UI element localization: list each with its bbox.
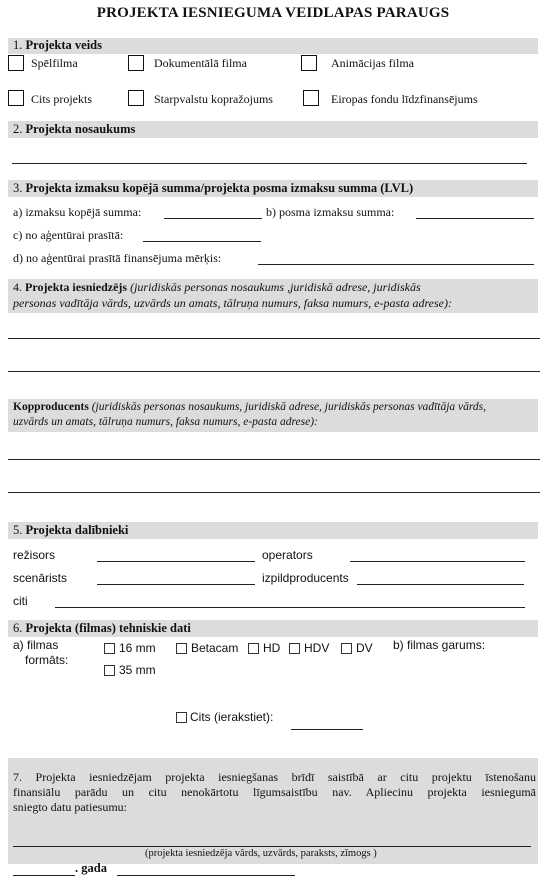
checkbox-starpvalstu-koprazojums[interactable] [128, 90, 144, 106]
option-animacijas-filma: Animācijas filma [331, 56, 414, 70]
label-rezisors: režisors [13, 548, 56, 562]
checkbox-cits[interactable] [176, 712, 187, 723]
year-field[interactable] [13, 875, 75, 876]
checkbox-betacam[interactable] [176, 643, 187, 654]
date-field[interactable] [117, 875, 295, 876]
option-dokumentala-filma: Dokumentālā filma [154, 56, 247, 70]
section-5-label: 5. Projekta dalībnieki [13, 523, 129, 537]
label-scenarists: scenārists [13, 571, 68, 585]
project-name-field[interactable] [12, 163, 527, 164]
label-izpildproducents: izpildproducents [262, 571, 349, 585]
signature-line[interactable] [13, 846, 531, 847]
coproducer-line-1[interactable] [8, 459, 540, 460]
label-cits-ierakstiet: Cits (ierakstiet): [190, 710, 274, 724]
label-no-agenturai: c) no aģentūrai prasītā: [13, 228, 124, 242]
section-6-label: 6. Projekta (filmas) tehniskie dati [13, 621, 191, 635]
coproducer-note: uzvārds un amats, tālruņa numurs, faksa numurs, e-pasta adrese): [13, 416, 318, 428]
section-4-note: personas vadītāja vārds, uzvārds un amats, tālruņa numurs, faksa numurs, e-pasta adrese): [13, 296, 452, 310]
section-3-label: 3. Projekta izmaksu kopējā summa/projekta posma izmaksu summa (LVL) [13, 181, 414, 195]
section-1-label: 1. Projekta veids [13, 38, 102, 52]
label-formats: formāts: [25, 653, 69, 667]
field-scenarists[interactable] [97, 584, 255, 585]
option-cits-projekts: Cits projekts [31, 92, 93, 106]
coproducer-line-2[interactable] [8, 492, 540, 493]
field-izpildproducents[interactable] [357, 584, 524, 585]
field-citi[interactable] [55, 607, 525, 608]
label-citi: citi [13, 594, 28, 608]
page-title: PROJEKTA IESNIEGUMA VEIDLAPAS PARAUGS [96, 5, 450, 21]
option-spelfilma: Spēlfilma [31, 56, 78, 70]
coproducer-label: Kopproducents (juridiskās personas nosaukums, juridiskā adrese, juridiskās personas vadītāja vārds, [13, 401, 487, 413]
field-rezisors[interactable] [97, 561, 255, 562]
section-7-declaration: 7. Projekta iesniedzējam projekta iesniegšanas brīdī saistībā ar citu projektu īstenošanu finansiālu parādu un citu nenokārtotu līgumsaistību nav. Apliecinu projekta iesniegumā sniegto datu patiesumu: [13, 770, 536, 814]
label-finansejuma-merkis: d) no aģentūrai prasītā finansējuma mērķis: [13, 251, 222, 265]
checkbox-hdv[interactable] [289, 643, 300, 654]
applicant-line-2[interactable] [8, 371, 540, 372]
section-2-label: 2. Projekta nosaukums [13, 122, 136, 136]
applicant-line-1[interactable] [8, 338, 540, 339]
field-operators[interactable] [350, 561, 525, 562]
checkbox-cits-projekts[interactable] [8, 90, 24, 106]
checkbox-35mm[interactable] [104, 665, 115, 676]
label-filmas-garums: b) filmas garums: [393, 638, 486, 652]
label-posma-izmaksu: b) posma izmaksu summa: [266, 205, 395, 219]
checkbox-hd[interactable] [248, 643, 259, 654]
option-eiropas-fondu: Eiropas fondu līdzfinansējums [331, 92, 478, 106]
checkbox-16mm[interactable] [104, 643, 115, 654]
field-izmaksu-kopeja[interactable] [164, 218, 262, 219]
field-cits[interactable] [291, 729, 363, 730]
checkbox-dokumentala-filma[interactable] [128, 55, 144, 71]
checkbox-eiropas-fondu[interactable] [303, 90, 319, 106]
checkbox-spelfilma[interactable] [8, 55, 24, 71]
field-posma-izmaksu[interactable] [416, 218, 534, 219]
checkbox-animacijas-filma[interactable] [301, 55, 317, 71]
field-no-agenturai[interactable] [143, 241, 261, 242]
label-filmas: a) filmas [13, 638, 59, 652]
checkbox-dv[interactable] [341, 643, 352, 654]
option-dv: DV [356, 641, 373, 655]
option-betacam: Betacam [191, 641, 239, 655]
label-izmaksu-kopeja: a) izmaksu kopējā summa: [13, 205, 142, 219]
option-hdv: HDV [304, 641, 330, 655]
option-16mm: 16 mm [119, 641, 156, 655]
section-4-label: 4. Projekta iesniedzējs (juridiskās personas nosaukums ,juridiskā adrese, juridiskās [13, 280, 421, 294]
label-operators: operators [262, 548, 313, 562]
option-hd: HD [263, 641, 281, 655]
option-35mm: 35 mm [119, 663, 156, 677]
year-label: . gada [75, 861, 107, 875]
signature-caption: (projekta iesniedzēja vārds, uzvārds, paraksts, zīmogs ) [145, 848, 377, 859]
field-finansejuma-merkis[interactable] [258, 264, 534, 265]
option-starpvalstu-koprazojums: Starpvalstu kopražojums [154, 92, 273, 106]
